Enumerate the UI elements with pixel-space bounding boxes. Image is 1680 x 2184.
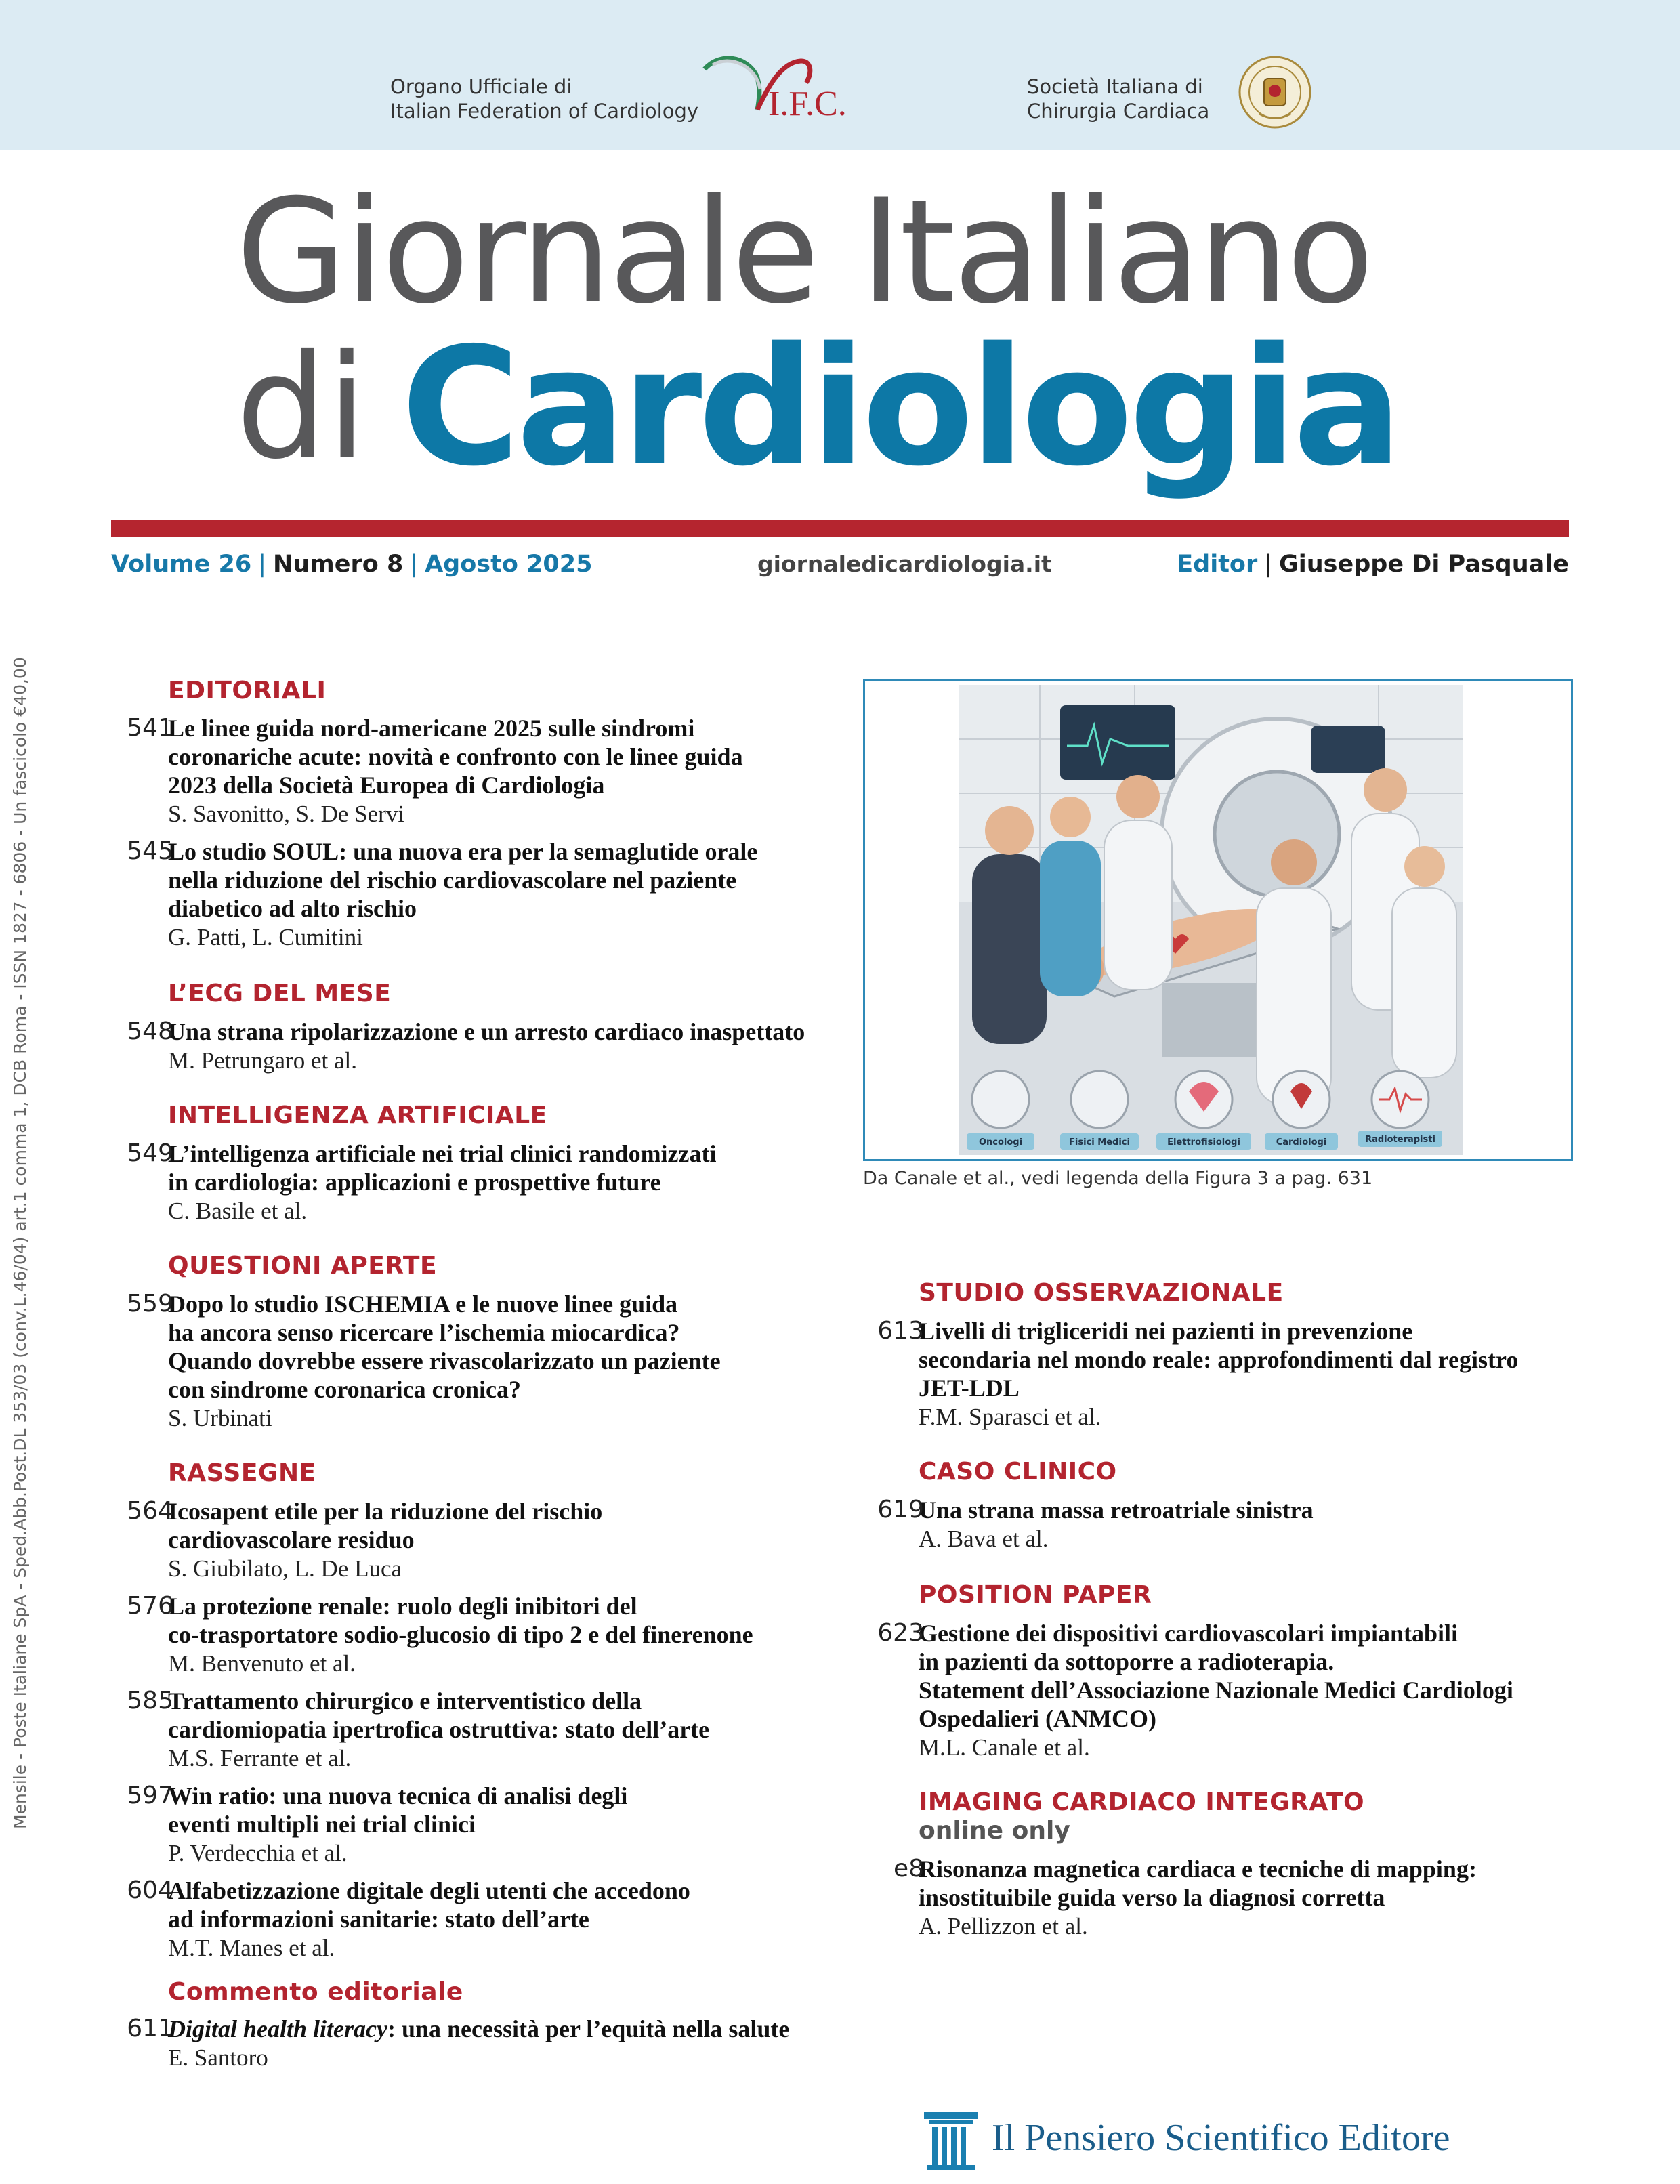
- article-title: Dopo lo studio ISCHEMIA e le nuove linee guida ha ancora senso ricercare l’ischemia miocardica? Quando dovrebbe essere rivascolarizzato un paziente con sindrome coronarica cronica?: [168, 1290, 721, 1403]
- article-541[interactable]: [127, 714, 900, 829]
- numero: Numero 8: [273, 551, 404, 578]
- article-title: Lo studio SOUL: una nuova era per la semaglutide orale nella riduzione del rischio cardiovascolare nel paziente diabetico ad alto rischio: [168, 838, 758, 922]
- page-number: e8: [893, 1855, 924, 1883]
- article-604[interactable]: [127, 1876, 900, 1963]
- article-611[interactable]: [127, 2015, 913, 2073]
- article-title: Risonanza magnetica cardiaca e tecniche di mapping: insostituibile guida verso la diagnosi corretta: [919, 1855, 1477, 1911]
- article-548[interactable]: [127, 1017, 900, 1076]
- article-576[interactable]: [127, 1592, 900, 1679]
- section-questioni-aperte: QUESTIONI APERTE: [168, 1252, 438, 1280]
- article-title: Trattamento chirurgico e interventistico della cardiomiopatia ipertrofica ostruttiva: stato dell’arte: [168, 1687, 710, 1743]
- page-number: 619: [877, 1496, 924, 1524]
- article-authors: F.M. Sparasci et al.: [919, 1404, 1101, 1430]
- page-number: 545: [127, 837, 173, 865]
- column-icon: [917, 2105, 985, 2173]
- page-number: 548: [127, 1017, 173, 1045]
- article-authors: M. Petrungaro et al.: [168, 1047, 357, 1074]
- article-title: Win ratio: una nuova tecnica di analisi degli eventi multipli nei trial clinici: [168, 1782, 628, 1838]
- article-title: L’intelligenza artificiale nei trial clinici randomizzati in cardiologia: applicazioni e prospettive future: [168, 1140, 717, 1196]
- publisher-name: Il Pensiero Scientifico Editore: [992, 2117, 1450, 2159]
- article-623[interactable]: [877, 1619, 1569, 1763]
- article-authors: C. Basile et al.: [168, 1198, 308, 1224]
- article-585[interactable]: [127, 1687, 900, 1773]
- separator: |: [410, 551, 419, 578]
- section-intelligenza-artificiale: INTELLIGENZA ARTIFICIALE: [168, 1101, 547, 1129]
- article-title: Gestione dei dispositivi cardiovascolari impiantabili in pazienti da sottoporre a radioterapia. Statement dell’Associazione Nazionale Medici Cardiologi Ospedalieri (ANMCO): [919, 1620, 1513, 1732]
- org-right-line2: Chirurgia Cardiaca: [1027, 100, 1210, 123]
- article-authors: M.L. Canale et al.: [919, 1734, 1090, 1761]
- org-left-line1: Organo Ufficiale di: [390, 75, 572, 98]
- article-545[interactable]: [127, 837, 900, 952]
- editor-name: Giuseppe Di Pasquale: [1279, 551, 1569, 578]
- section-position-paper: POSITION PAPER: [919, 1581, 1152, 1609]
- article-authors: M.T. Manes et al.: [168, 1935, 335, 1961]
- article-authors: E. Santoro: [168, 2044, 268, 2071]
- journal-title-line1: Giornale Italiano: [236, 168, 1372, 335]
- ifc-logo: [692, 49, 862, 123]
- article-title: Le linee guida nord-americane 2025 sulle sindromi coronariche acute: novità e confronto con le linee guida 2023 della Società Europea di Cardiologia: [168, 715, 743, 799]
- article-authors: P. Verdecchia et al.: [168, 1840, 348, 1866]
- editor-info: [1177, 549, 1569, 580]
- article-549[interactable]: [127, 1139, 900, 1226]
- page-number: 549: [127, 1139, 173, 1167]
- editor-label: Editor: [1177, 551, 1258, 578]
- figure-caption: Da Canale et al., vedi legenda della Figura 3 a pag. 631: [863, 1168, 1373, 1189]
- article-title: Digital health literacy: una necessità per l’equità nella salute: [168, 2015, 790, 2042]
- section-caso-clinico: CASO CLINICO: [919, 1458, 1117, 1486]
- section-ecg-del-mese: L’ECG DEL MESE: [168, 980, 392, 1007]
- article-authors: A. Pellizzon et al.: [919, 1913, 1088, 1939]
- page-number: 611: [127, 2015, 173, 2042]
- issue-info: [111, 549, 593, 580]
- issue-date: Agosto 2025: [425, 551, 593, 578]
- cover-figure: [863, 679, 1573, 1161]
- page-number: 604: [127, 1876, 173, 1904]
- online-only-label: online only: [919, 1817, 1070, 1845]
- section-editoriali: EDITORIALI: [168, 677, 327, 705]
- article-title: Alfabetizzazione digitale degli utenti che accedono ad informazioni sanitarie: stato dell’arte: [168, 1877, 690, 1933]
- title-divider: [111, 520, 1569, 537]
- page-number: 576: [127, 1592, 173, 1620]
- article-authors: S. Urbinati: [168, 1405, 272, 1431]
- section-commento-editoriale: Commento editoriale: [168, 1978, 463, 2006]
- article-authors: S. Savonitto, S. De Servi: [168, 801, 405, 827]
- section-studio-osservazionale: STUDIO OSSERVAZIONALE: [919, 1279, 1284, 1307]
- page-number: 585: [127, 1687, 173, 1715]
- org-right-line1: Società Italiana di: [1027, 75, 1203, 98]
- article-authors: M. Benvenuto et al.: [168, 1650, 356, 1677]
- page-number: 597: [127, 1782, 173, 1809]
- section-imaging-cardiaco-integrato: IMAGING CARDIACO INTEGRATO: [919, 1788, 1365, 1816]
- article-title: Livelli di trigliceridi nei pazienti in prevenzione secondaria nel mondo reale: approfondimenti dal registro JET-LDL: [919, 1318, 1519, 1402]
- article-authors: S. Giubilato, L. De Luca: [168, 1555, 402, 1582]
- org-right-text: [1027, 75, 1209, 123]
- figure-label-fisici-medici: Fisici Medici: [1069, 1137, 1130, 1148]
- journal-title-di: di: [236, 323, 367, 490]
- ifc-logo-text: I.F.C.: [768, 85, 847, 123]
- article-619[interactable]: [877, 1496, 1569, 1554]
- figure-label-cardiologi: Cardiologi: [1276, 1137, 1327, 1148]
- figure-label-oncologi: Oncologi: [978, 1137, 1023, 1148]
- spine-postal-text: Mensile - Poste Italiane SpA - Sped.Abb.Post.DL 353/03 (conv.L.46/04) art.1 comma 1, DCB Roma - ISSN 1827 - 6806 - Un fascicolo €40,00: [10, 657, 30, 1829]
- section-rassegne: RASSEGNE: [168, 1459, 316, 1487]
- page-number: 559: [127, 1290, 173, 1318]
- article-authors: A. Bava et al.: [919, 1526, 1049, 1552]
- page-number: 613: [877, 1317, 924, 1345]
- article-authors: G. Patti, L. Cumitini: [168, 924, 363, 950]
- article-title: La protezione renale: ruolo degli inibitori del co-trasportatore sodio-glucosio di tipo 2 e del finerenone: [168, 1593, 753, 1648]
- article-613[interactable]: [877, 1317, 1569, 1432]
- article-title: Icosapent etile per la riduzione del rischio cardiovascolare residuo: [168, 1498, 603, 1553]
- sicc-seal-icon: [1238, 53, 1311, 135]
- website-link[interactable]: giornaledicardiologia.it: [757, 551, 1052, 577]
- article-597[interactable]: [127, 1782, 900, 1868]
- page-number: 541: [127, 714, 173, 742]
- page-number: 623: [877, 1619, 924, 1647]
- figure-illustration: [959, 685, 1463, 1155]
- article-e8[interactable]: [893, 1855, 1569, 1941]
- separator: |: [1264, 551, 1273, 578]
- article-564[interactable]: [127, 1497, 900, 1584]
- article-authors: M.S. Ferrante et al.: [168, 1745, 352, 1771]
- article-title: Una strana ripolarizzazione e un arresto cardiaco inaspettato: [168, 1018, 805, 1045]
- org-left-text: [390, 75, 698, 123]
- article-559[interactable]: [127, 1290, 900, 1433]
- org-left-line2: Italian Federation of Cardiology: [390, 100, 699, 123]
- journal-title-cardiologia: Cardiologia: [401, 312, 1399, 502]
- publisher-logo: [917, 2105, 1459, 2173]
- page-number: 564: [127, 1497, 173, 1525]
- separator: |: [258, 551, 267, 578]
- article-title: Una strana massa retroatriale sinistra: [919, 1496, 1314, 1524]
- figure-label-elettrofisiologi: Elettrofisiologi: [1167, 1137, 1240, 1148]
- figure-label-radioterapisti: Radioterapisti: [1365, 1135, 1435, 1145]
- volume: Volume 26: [111, 551, 252, 578]
